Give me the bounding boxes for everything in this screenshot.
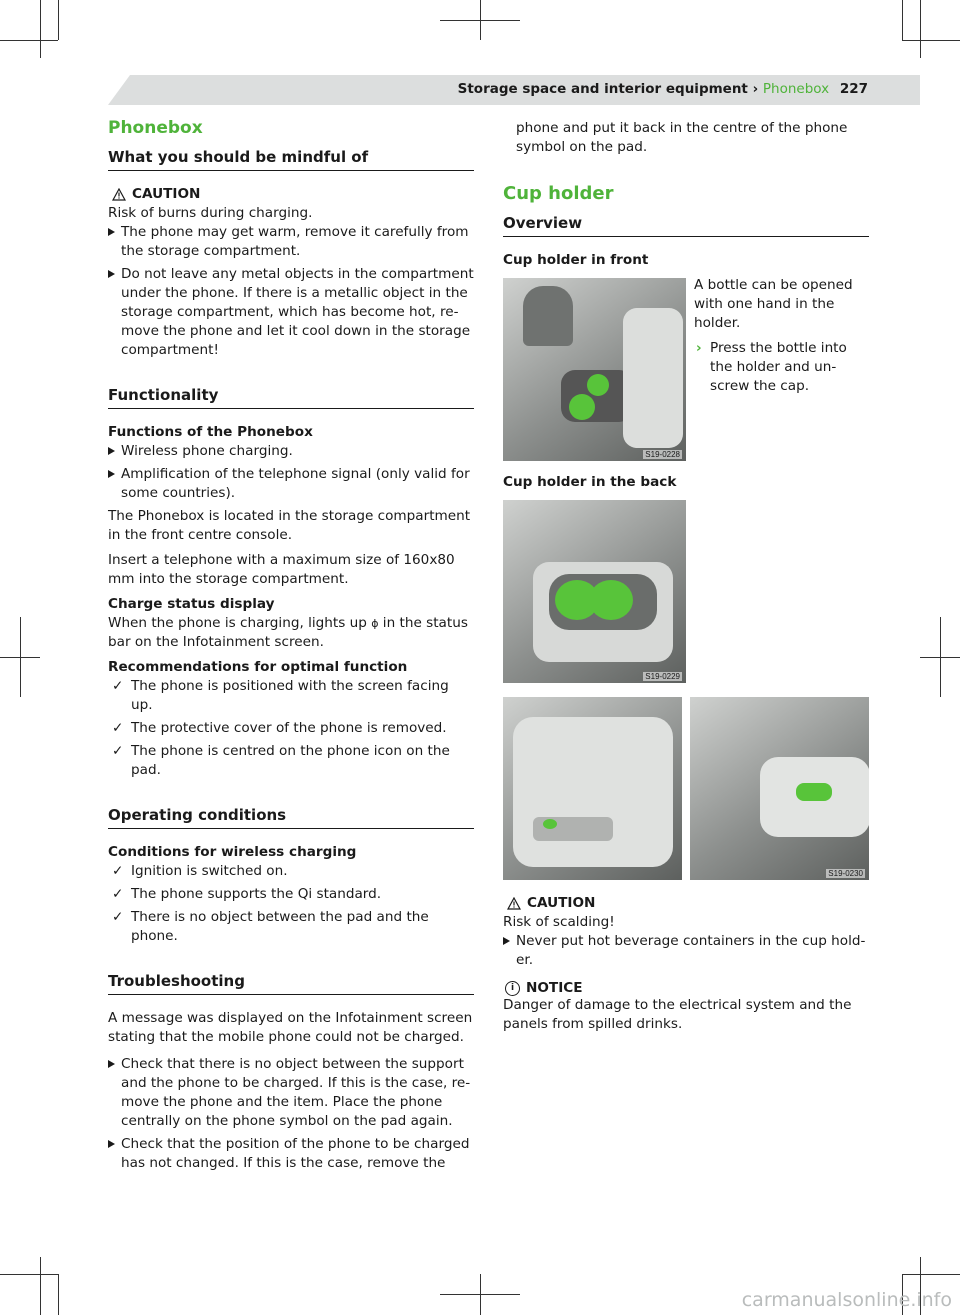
- condition-text: Ignition is switched on.: [131, 863, 288, 879]
- functions-subheading: Functions of the Phonebox: [108, 424, 313, 440]
- functionality-heading: Functionality: [108, 386, 474, 409]
- armrest-shape: [623, 308, 683, 448]
- troubleshooting-item: Check that there is no object between the support and the phone to be charged. If this is the case, re-move the phone and the item. Place the phone centrally on the phone symbol on the pad again.: [108, 1055, 474, 1131]
- troubleshooting-item: Check that the position of the phone to be charged has not changed. If this is the case, remove the: [108, 1135, 474, 1173]
- notice-heading: [503, 980, 869, 996]
- notice-label: NOTICE: [526, 980, 583, 996]
- charge-status-paragraph: [108, 614, 474, 652]
- checkmark-icon: ✓: [112, 863, 124, 879]
- cup-holder-highlight: [569, 394, 595, 420]
- notice-box: [503, 980, 869, 1034]
- front-cup-holder-photo: [503, 278, 686, 461]
- charge-text-start: When the phone is charging, lights up: [108, 615, 367, 631]
- back-cup-holder-subheading: Cup holder in the back: [503, 474, 677, 490]
- function-item: Wireless phone charging.: [108, 442, 474, 461]
- caution-intro: Risk of scalding!: [503, 914, 615, 930]
- checkmark-icon: ✓: [112, 886, 124, 902]
- functions-list: [108, 442, 474, 503]
- info-circle-icon: i: [505, 981, 520, 996]
- caution-box-scalding: [503, 894, 869, 970]
- caution-box-burns: [108, 185, 474, 360]
- checkmark-icon: ✓: [112, 909, 124, 925]
- cup-holder-title: Cup holder: [503, 183, 614, 204]
- overview-heading: Overview: [503, 214, 869, 237]
- rear-door-photo: [690, 697, 869, 880]
- figure-label: S19-0229: [645, 672, 680, 681]
- cup-holder-highlight: [543, 819, 557, 829]
- continued-text: phone and put it back in the centre of the phone symbol on the pad.: [516, 120, 848, 155]
- caution-item: The phone may get warm, remove it carefully from the storage compartment.: [108, 223, 474, 261]
- mindful-heading: What you should be mindful of: [108, 148, 474, 171]
- condition-item: [108, 862, 474, 881]
- caution-heading: [108, 185, 474, 204]
- caution-item: Do not leave any metal objects in the compartment under the phone. If there is a metallic object in the storage compartment, which has become hot, re-move the phone and let it cool down in the storage compartment!: [108, 265, 474, 360]
- checkmark-icon: ✓: [112, 743, 124, 759]
- figure-label: S19-0230: [828, 869, 863, 878]
- gear-knob-shape: [523, 286, 573, 346]
- located-paragraph: The Phonebox is located in the storage compartment in the front centre console.: [108, 508, 471, 543]
- front-figure-row: [503, 278, 869, 461]
- cup-holder-highlight: [589, 580, 633, 620]
- troubleshooting-heading: Troubleshooting: [108, 972, 474, 995]
- function-item: Amplification of the telephone signal (only valid for some countries).: [108, 465, 474, 503]
- recommendation-item: [108, 742, 474, 780]
- charge-text-end: in the status bar on the Infotainment screen.: [108, 615, 468, 650]
- chevron-right-icon: ›: [696, 340, 702, 356]
- running-header: [458, 81, 868, 97]
- front-step-text: Press the bottle into the holder and un-screw the cap.: [710, 340, 847, 394]
- recommendation-text: The phone is centred on the phone icon on the pad.: [131, 743, 450, 778]
- operating-conditions-heading: Operating conditions: [108, 806, 474, 829]
- recommendation-item: [108, 719, 474, 738]
- condition-text: The phone supports the Qi standard.: [131, 886, 382, 902]
- seat-shape: [513, 717, 673, 867]
- checkmark-icon: ✓: [112, 720, 124, 736]
- caution-item: Never put hot beverage containers in the cup hold-er.: [503, 932, 869, 970]
- header-chapter: Storage space and interior equipment: [457, 81, 748, 97]
- watermark: carmanualsonline.info: [741, 1289, 952, 1311]
- condition-item: [108, 908, 474, 946]
- warning-triangle-icon: [507, 897, 521, 910]
- figure-label: S19-0228: [645, 450, 680, 459]
- condition-text: There is no object between the pad and the phone.: [131, 909, 429, 944]
- condition-item: [108, 885, 474, 904]
- header-separator: ›: [752, 81, 759, 97]
- recommendation-text: The protective cover of the phone is removed.: [131, 720, 447, 736]
- right-column: [503, 119, 869, 1040]
- notice-text: Danger of damage to the electrical system and the panels from spilled drinks.: [503, 997, 852, 1032]
- front-cup-holder-subheading: Cup holder in front: [503, 252, 649, 268]
- left-column: [108, 118, 474, 1177]
- front-description: [694, 278, 864, 461]
- front-description-text: A bottle can be opened with one hand in the holder.: [694, 277, 853, 331]
- troubleshooting-list: [108, 1055, 474, 1173]
- caution-list: [503, 932, 869, 970]
- recommendations-list: [108, 677, 474, 780]
- page-number: 227: [839, 81, 868, 97]
- caution-list: [108, 223, 474, 360]
- recommendations-subheading: Recommendations for optimal function: [108, 659, 408, 675]
- conditions-subheading: Conditions for wireless charging: [108, 844, 357, 860]
- header-section: Phonebox: [762, 81, 830, 97]
- rear-seat-photo: [503, 697, 682, 880]
- front-step: [694, 339, 864, 396]
- troubleshooting-paragraph: A message was displayed on the Infotainment screen stating that the mobile phone could not be charged.: [108, 1010, 473, 1045]
- recommendation-item: [108, 677, 474, 715]
- phonebox-title: Phonebox: [108, 118, 203, 138]
- insert-paragraph: Insert a telephone with a maximum size of 160x80 mm into the storage compartment.: [108, 552, 455, 587]
- rear-figure-row: [503, 697, 869, 880]
- conditions-list: [108, 862, 474, 946]
- caution-intro: Risk of burns during charging.: [108, 205, 313, 221]
- caution-heading: [503, 894, 869, 913]
- cup-holder-highlight: [587, 374, 609, 396]
- back-cup-holder-photo: [503, 500, 686, 683]
- cup-holder-highlight: [796, 783, 832, 801]
- caution-label: CAUTION: [527, 895, 596, 911]
- charging-icon: ϕ: [371, 617, 379, 630]
- caution-label: CAUTION: [132, 186, 201, 202]
- charge-status-subheading: Charge status display: [108, 596, 275, 612]
- warning-triangle-icon: [112, 188, 126, 201]
- checkmark-icon: ✓: [112, 678, 124, 694]
- recommendation-text: The phone is positioned with the screen facing up.: [131, 678, 449, 713]
